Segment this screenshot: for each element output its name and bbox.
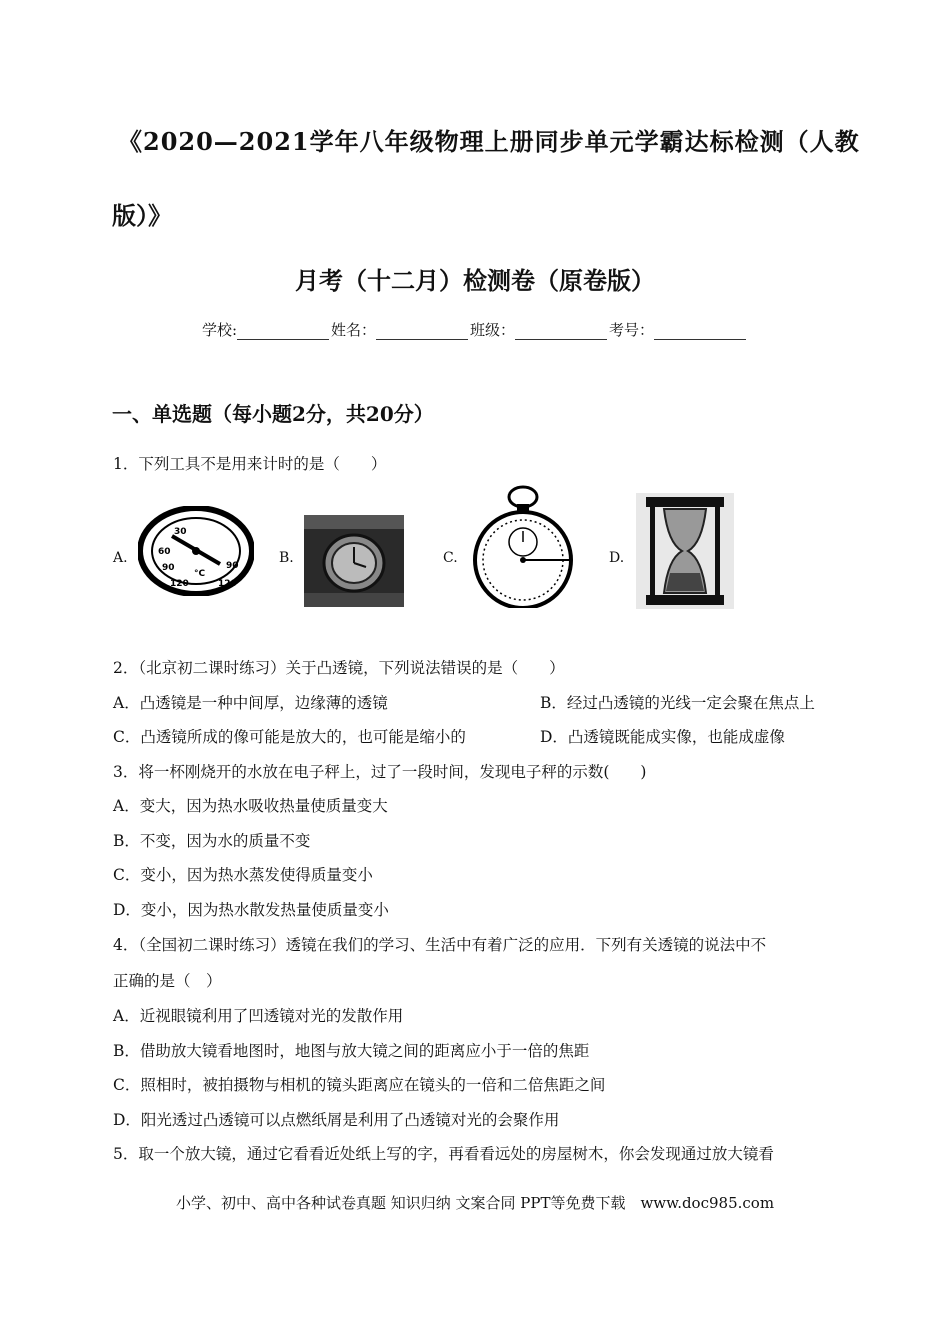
name-blank <box>376 325 468 340</box>
id-label: 考号： <box>609 321 655 339</box>
student-info-line <box>0 319 950 340</box>
q3-option-a: A．变大，因为热水吸收热量使质量变大 <box>113 797 388 815</box>
gauge-mark-90-right: 90 <box>226 561 239 571</box>
name-label: 姓名： <box>331 321 377 339</box>
q4-stem-line1: 4．（全国初二课时练习）透镜在我们的学习、生活中有着广泛的应用．下列有关透镜的说法中不 <box>113 936 767 954</box>
q3-option-d: D．变小，因为热水散发热量使质量变小 <box>113 901 389 919</box>
q2-stem: 2．（北京初二课时练习）关于凸透镜，下列说法错误的是（ ） <box>113 659 565 677</box>
gauge-mark-120-left: 120 <box>170 579 189 589</box>
q3-stem: 3．将一杯刚烧开的水放在电子秤上，过了一段时间，发现电子秤的示数( ) <box>113 763 647 781</box>
q4-option-d: D．阳光透过凸透镜可以点燃纸屑是利用了凸透镜对光的会聚作用 <box>113 1111 560 1129</box>
q2-option-b: B．经过凸透镜的光线一定会聚在焦点上 <box>540 694 815 712</box>
school-label: 学校: <box>201 321 237 339</box>
gauge-mark-120-right: 120 <box>218 579 237 589</box>
class-blank <box>515 325 607 340</box>
q3-option-b: B．不变，因为水的质量不变 <box>113 832 311 850</box>
exam-subtitle: 月考（十二月）检测卷（原卷版） <box>295 266 655 295</box>
thermometer-dial-image <box>138 506 254 596</box>
document-title-line1: 《2020—2021学年八年级物理上册同步单元学霸达标检测（人教 <box>118 127 860 156</box>
page-footer: 小学、初中、高中各种试卷真题 知识归纳 文案合同 PPT等免费下载 www.doc985.com <box>175 1194 775 1212</box>
gauge-mark-90: 90 <box>162 563 175 573</box>
q4-option-c: C．照相时，被拍摄物与相机的镜头距离应在镜头的一倍和二倍焦距之间 <box>113 1076 606 1094</box>
watch-photo-image <box>304 515 404 607</box>
section-heading: 一、单选题（每小题2分，共20分） <box>112 402 434 426</box>
q4-option-a: A．近视眼镜利用了凹透镜对光的发散作用 <box>113 1007 404 1025</box>
q1-option-a-label: A. <box>113 550 128 566</box>
q2-option-c: C．凸透镜所成的像可能是放大的，也可能是缩小的 <box>113 728 466 746</box>
q1-option-d-label: D. <box>609 550 625 566</box>
gauge-mark-60: 60 <box>158 547 171 557</box>
q2-option-d: D．凸透镜既能成实像，也能成虚像 <box>540 728 785 746</box>
q5-stem: 5．取一个放大镜，通过它看看近处纸上写的字，再看看远处的房屋树木，你会发现通过放大镜看 <box>113 1145 774 1163</box>
gauge-unit: °C <box>194 569 206 579</box>
q1-option-b-label: B. <box>279 550 294 566</box>
stopwatch-image <box>470 484 576 608</box>
q1-option-c-label: C. <box>443 550 458 566</box>
document-title-line2: 版）》 <box>112 201 172 230</box>
id-blank <box>654 325 746 340</box>
hourglass-image <box>636 493 734 609</box>
q1-stem: 1．下列工具不是用来计时的是（ ） <box>113 455 387 473</box>
school-blank <box>237 325 329 340</box>
q4-option-b: B．借助放大镜看地图时，地图与放大镜之间的距离应小于一倍的焦距 <box>113 1042 590 1060</box>
gauge-mark-30: 30 <box>174 527 187 537</box>
q2-option-a: A．凸透镜是一种中间厚，边缘薄的透镜 <box>113 694 388 712</box>
q4-stem-line2: 正确的是（ ） <box>113 972 222 990</box>
class-label: 班级： <box>470 321 516 339</box>
q3-option-c: C．变小，因为热水蒸发使得质量变小 <box>113 866 373 884</box>
